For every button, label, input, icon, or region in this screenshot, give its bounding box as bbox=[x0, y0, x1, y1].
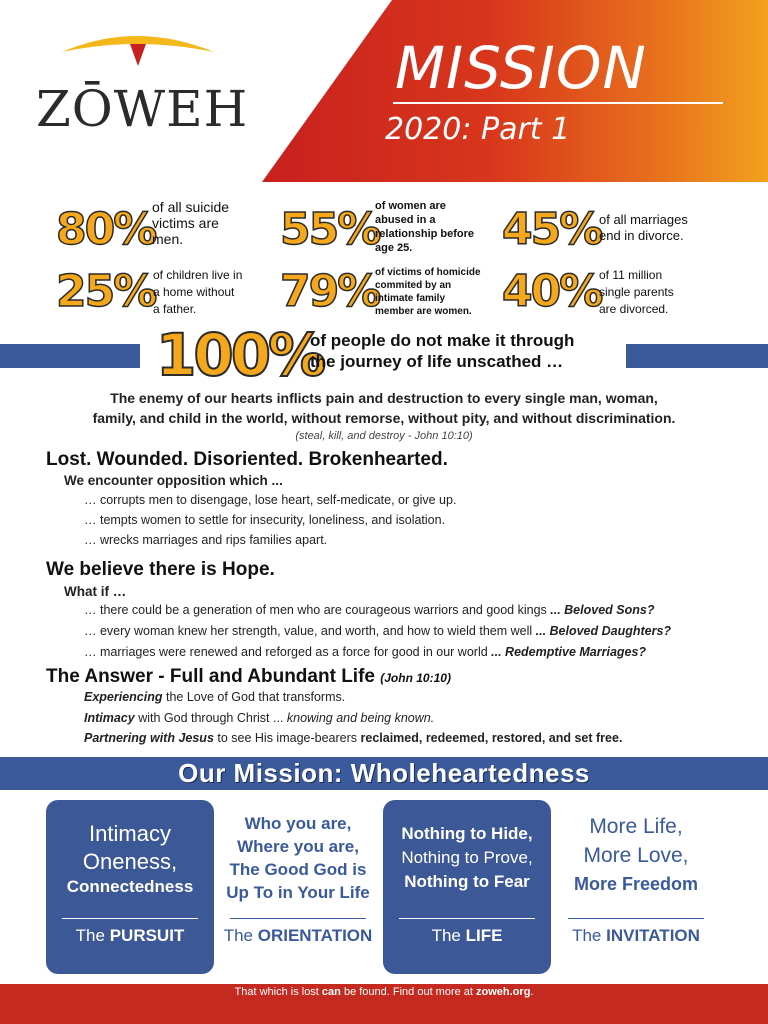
stat-value: 80% bbox=[56, 204, 156, 255]
answer-heading: The Answer - Full and Abundant Life (John 10:10) bbox=[46, 666, 451, 687]
list-item: … wrecks marriages and rips families apart. bbox=[84, 533, 328, 547]
hundred-percent-value: 100% bbox=[156, 321, 324, 389]
list-item: Experiencing the Love of God that transforms. bbox=[84, 690, 346, 704]
stat-value: 25% bbox=[56, 266, 156, 317]
card-footer: The ORIENTATION bbox=[223, 926, 373, 945]
hundred-percent-text: of people do not make it through the journey of life unscathed … bbox=[310, 331, 575, 371]
header bbox=[0, 0, 768, 186]
lost-heading: Lost. Wounded. Disoriented. Brokenhearted. bbox=[46, 449, 448, 470]
list-item: … there could be a generation of men who are courageous warriors and good kings ... Beloved Sons? bbox=[84, 603, 655, 617]
list-item: … every woman knew her strength, value, and worth, and how to wield them well ... Beloved Daughters? bbox=[84, 624, 672, 638]
list-item: Intimacy with God through Christ ... knowing and being known. bbox=[84, 711, 435, 725]
enemy-paragraph: The enemy of our hearts inflicts pain and destruction to every single man, woman, family, and child in the world, without remorse, without pity, and without discrimination. bbox=[92, 390, 676, 426]
website-link[interactable]: zoweh.org bbox=[476, 986, 531, 998]
card-divider bbox=[230, 918, 366, 919]
card-footer: The PURSUIT bbox=[75, 926, 185, 945]
stat-description: of women are abused in a relationship before age 25. bbox=[375, 200, 475, 254]
hope-intro: What if … bbox=[64, 584, 127, 599]
footer-text: That which is lost can be found. Find out more at zoweh.org. bbox=[234, 986, 534, 998]
lost-intro: We encounter opposition which ... bbox=[64, 473, 283, 488]
card-footer: The INVITATION bbox=[572, 926, 700, 945]
card-life: Nothing to Hide, Nothing to Prove, Nothing to Fear The LIFE bbox=[383, 800, 551, 974]
stat-description: of children live in a home without a father. bbox=[153, 268, 243, 316]
stat-description: of all marriages end in divorce. bbox=[599, 212, 688, 243]
list-item: Partnering with Jesus to see His image-bearers reclaimed, redeemed, restored, and set free. bbox=[84, 731, 623, 745]
logo-wordmark: ZŌWEH bbox=[36, 80, 249, 138]
stat-value: 79% bbox=[280, 266, 380, 317]
hope-heading: We believe there is Hope. bbox=[46, 559, 275, 580]
stat-description: of all suicide victims are men. bbox=[152, 199, 230, 247]
card-divider bbox=[62, 918, 198, 919]
mission-divider bbox=[393, 102, 723, 104]
list-item: … corrupts men to disengage, lose heart, self-medicate, or give up. bbox=[84, 493, 457, 507]
card-footer: The LIFE bbox=[431, 926, 503, 945]
band-right-bar bbox=[626, 344, 768, 368]
card-invitation: More Life, More Love, More Freedom The INVITATION bbox=[552, 800, 720, 974]
stat-value: 40% bbox=[502, 266, 602, 317]
mission-subtitle: 2020: Part 1 bbox=[385, 112, 571, 147]
our-mission-title: Our Mission: Wholeheartedness bbox=[178, 758, 590, 788]
card-orientation: Who you are, Where you are, The Good God is Up To in Your Life The ORIENTATION bbox=[214, 800, 382, 974]
list-item: … tempts women to settle for insecurity, loneliness, and isolation. bbox=[84, 513, 446, 527]
list-item: … marriages were renewed and reforged as a force for good in our world ... Redemptive Marriages? bbox=[84, 645, 647, 659]
scripture-citation: (steal, kill, and destroy - John 10:10) bbox=[295, 430, 473, 442]
card-divider bbox=[568, 918, 704, 919]
stat-description: of victims of homicide commited by an intimate family member are women. bbox=[375, 267, 481, 317]
card-divider bbox=[399, 918, 535, 919]
band-left-bar bbox=[0, 344, 140, 368]
mission-title: MISSION bbox=[395, 34, 647, 102]
card-pursuit: Intimacy Oneness, Connectedness The PURSUIT bbox=[46, 800, 214, 974]
stat-description: of 11 million single parents are divorced. bbox=[599, 268, 674, 316]
stat-value: 45% bbox=[502, 204, 602, 255]
stat-value: 55% bbox=[280, 204, 380, 255]
